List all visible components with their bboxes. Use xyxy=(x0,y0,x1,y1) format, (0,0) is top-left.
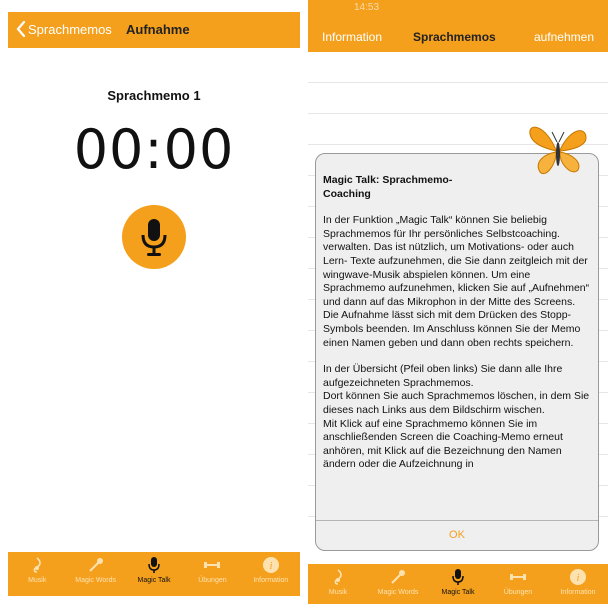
tab-bar xyxy=(308,564,608,604)
tab-magic-talk[interactable] xyxy=(125,552,183,596)
page-title: Sprachmemos xyxy=(413,30,496,44)
tab-label: Information xyxy=(560,589,596,596)
back-label: Sprachmemos xyxy=(28,21,112,37)
information-button[interactable]: Information xyxy=(322,30,383,44)
info-dialog xyxy=(315,153,599,551)
tab-uebungen[interactable] xyxy=(488,564,548,604)
svg-text:i: i xyxy=(269,561,273,572)
tab-information[interactable] xyxy=(242,552,300,596)
tab-label: Musik xyxy=(28,577,47,584)
microphone-icon xyxy=(137,217,171,257)
ok-button[interactable]: OK xyxy=(449,529,465,541)
tab-label: Magic Talk xyxy=(441,589,475,596)
nav-bar xyxy=(8,12,300,48)
info-icon xyxy=(569,568,587,586)
tab-label: Musik xyxy=(328,589,348,596)
butterfly-icon xyxy=(526,120,590,180)
tab-musik[interactable] xyxy=(308,564,368,604)
tab-musik[interactable] xyxy=(8,552,66,596)
record-button[interactable] xyxy=(122,205,186,269)
chevron-left-icon xyxy=(16,21,26,37)
magic-wand-icon xyxy=(87,556,105,574)
tab-label: Magic Words xyxy=(377,589,419,596)
list-item xyxy=(308,52,608,83)
tab-label: Magic Talk xyxy=(137,577,171,584)
music-icon xyxy=(329,568,347,586)
tab-magic-words[interactable] xyxy=(368,564,428,604)
dialog-heading: Magic Talk: Sprachmemo-Coaching xyxy=(323,174,453,200)
dialog-paragraph: In der Funktion „Magic Talk“ können Sie beliebig Sprachmemos für Ihr persönliches Selbstcoaching. verwalten. Das ist nützlich, um Motivations- oder auch Lern- Texte aufzunehmen, die Sie dann zeitgleich mit der wingwave-Musik abspielen können. Um eine Sprachmemo aufzunehmen, klicken Sie auf „Aufnehmen“ und dann auf das Mikrophon in der Mitte des Screens. Die Aufnahme lässt sich mit dem Drücken des Stopp-Symbols beenden. Im Anschluss können Sie der Memo einen Namen geben und dann oben rechts speichern. xyxy=(323,214,590,349)
music-icon xyxy=(28,556,46,574)
svg-text:i: i xyxy=(576,573,580,584)
dialog-paragraph: In der Übersicht (Pfeil oben links) Sie dann alle Ihre aufgezeichneten Sprachmemos. Dort können Sie auch Sprachmemos löschen, in dem Sie dieses nach Links aus dem Bildschirm wischen. Mit Klick auf eine Sprachmemo können Sie im anschließenden Screen die Coaching-Memo erneut anhören, mit Klick auf die Bezeichnung den Namen ändern oder die Aufzeichnung in xyxy=(323,363,590,471)
recording-screen xyxy=(0,0,300,608)
tab-label: Information xyxy=(253,577,289,584)
page-title: Aufnahme xyxy=(126,22,190,37)
status-time: 14:53 xyxy=(354,2,380,13)
memo-title: Sprachmemo 1 xyxy=(107,88,201,103)
dumbbell-icon xyxy=(203,556,221,574)
nav-bar xyxy=(308,0,608,52)
magic-wand-icon xyxy=(389,568,407,586)
tab-label: Übungen xyxy=(198,577,227,584)
tab-bar xyxy=(8,552,300,596)
memo-list-screen xyxy=(308,0,608,608)
microphone-icon xyxy=(449,568,467,586)
list-item xyxy=(308,83,608,114)
record-new-button[interactable]: aufnehmen xyxy=(533,30,594,44)
tab-magic-words[interactable] xyxy=(66,552,124,596)
recording-timer: 00:00 xyxy=(73,118,235,181)
back-button[interactable] xyxy=(16,21,112,37)
microphone-icon xyxy=(145,556,163,574)
tab-uebungen[interactable] xyxy=(183,552,241,596)
dialog-divider xyxy=(316,520,598,521)
dialog-body[interactable] xyxy=(323,174,590,519)
tab-label: Übungen xyxy=(503,589,533,596)
tab-magic-talk[interactable] xyxy=(428,564,488,604)
info-icon xyxy=(262,556,280,574)
tab-information[interactable] xyxy=(548,564,608,604)
tab-label: Magic Words xyxy=(75,577,116,584)
panel-divider xyxy=(300,0,308,608)
dumbbell-icon xyxy=(509,568,527,586)
